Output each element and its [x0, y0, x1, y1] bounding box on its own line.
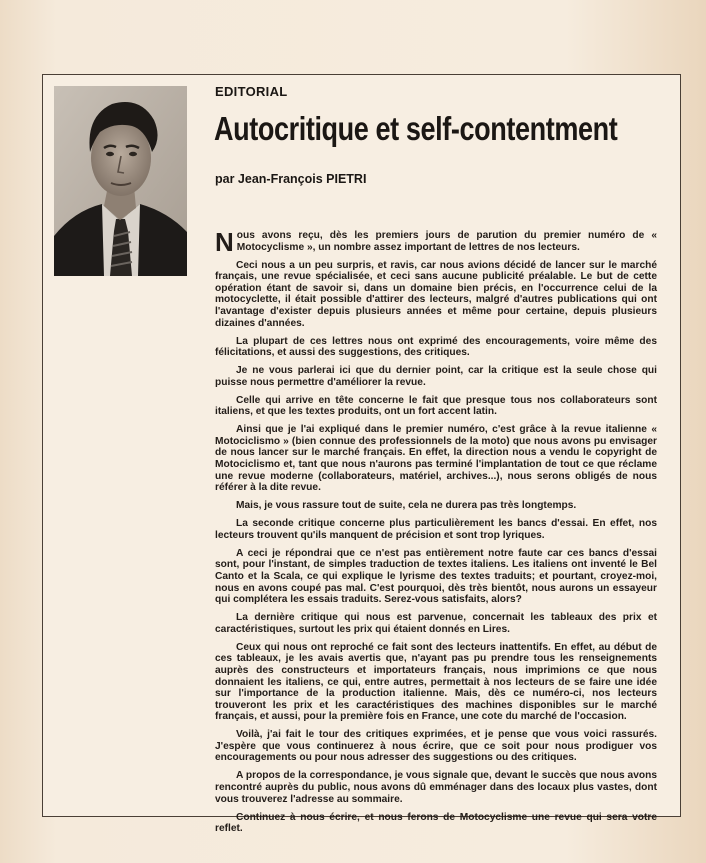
author-photo: [54, 86, 187, 276]
section-kicker: EDITORIAL: [215, 84, 288, 99]
article-title: Autocritique et self-contentment: [214, 110, 618, 147]
article-paragraph: Voilà, j'ai fait le tour des critiques exprimées, et je pense que vous voici rassurés. J'espère que vous continuerez à nous écrire, que ce soit pour nous prodiguer vos encouragements ou pour nous adresser des suggestions ou des critiques.: [215, 729, 657, 764]
article-paragraph: La dernière critique qui nous est parvenue, concernait les tableaux des prix et caractéristiques, surtout les prix qui étaient donnés en Lires.: [215, 612, 657, 635]
paragraph-text: ous avons reçu, dès les premiers jours de parution du premier numéro de « Motocyclisme », un nombre assez important de lettres de nos lecteurs.: [236, 230, 657, 253]
article-paragraph: Ceux qui nous ont reproché ce fait sont des lecteurs inattentifs. En effet, au début de ces tableaux, je les avais avertis que, n'ayant pas pu prendre tous les renseignements auprès des constructeurs et importateurs français, nous imprimions ce que nous donnaient les italiens, ce qui, entre autres, permettait à nos lecteurs de se faire une idée sur l'importance de la production italienne. Mais, dès ce numéro-ci, nos lecteurs trouveront les prix et les caractéristiques des machines disponibles sur le marché français, et aussi, pour la première fois en France, une cote du marché de l'occasion.: [215, 641, 657, 723]
article-paragraph: Je ne vous parlerai ici que du dernier point, car la critique est la seule chose qui puisse nous permettre d'améliorer la revue.: [215, 365, 657, 388]
article-paragraph: Ceci nous a un peu surpris, et ravis, car nous avions décidé de lancer sur le marché français, une revue spécialisée, et ceci sans aucune publicité préalable. Le but de cette opération étant de savoir si, dans un domaine bien précis, en l'occurrence celui de la motocyclette, il était possible d'attirer des lecteurs, malgré d'autres publications qui ont l'avantage d'exister depuis plusieurs années et même pour certaine, depuis plusieurs dizaines d'années.: [215, 259, 657, 329]
drop-cap: N: [215, 227, 234, 257]
article-paragraph: A ceci je répondrai que ce n'est pas entièrement notre faute car ces bancs d'essai sont, pour l'instant, de simples traduction de textes italiens. Les italiens ont inventé le Bel Canto et la Scala, ce qui explique le lyrisme des textes traduits; et pourtant, croyez-moi, nous en avons coupé pas mal. C'est pourquoi, dès très bientôt, nous aurons un essayeur qui complétera les essais traduits. Serez-vous satisfaits, alors?: [215, 547, 657, 606]
author-portrait-image: [54, 86, 187, 276]
article-paragraph: Continuez à nous écrire, et nous ferons de Motocyclisme une revue qui sera votre reflet.: [215, 811, 657, 835]
article-paragraph: Celle qui arrive en tête concerne le fait que presque tous nos collaborateurs sont italiens, et que les textes produits, ont un fort accent latin.: [215, 394, 657, 418]
article-paragraph-1: [215, 227, 657, 257]
article-body: [215, 227, 657, 841]
article-paragraph: Mais, je vous rassure tout de suite, cela ne durera pas très longtemps.: [236, 500, 577, 512]
article-paragraph: Ainsi que je l'ai expliqué dans le premier numéro, c'est grâce à la revue italienne « Motociclismo » (bien connue des professionnels de la moto) que nous avons pu envisager de nous lancer sur le marché français. En effet, la direction nous a vendu le copyright de Motociclismo et, tant que nous n'aurons pas terminé l'implantation de tout ce que réclame une revue moderne (collaborateurs, matériel, archives...), nous serons obligés de nous référer à la dite revue.: [215, 424, 657, 494]
article-paragraph: La plupart de ces lettres nous ont exprimé des encouragements, voire même des félicitations, et aussi des suggestions, des critiques.: [215, 335, 657, 359]
article-paragraph: La seconde critique concerne plus particulièrement les bancs d'essai. En effet, nos lecteurs trouvent qu'ils manquent de précision et sont trop lyriques.: [215, 518, 657, 541]
article-byline: par Jean-François PIETRI: [215, 172, 367, 186]
article-paragraph: A propos de la correspondance, je vous signale que, devant le succès que nous avons rencontré auprès du public, nous avons dû emménager dans des locaux plus vastes, dont vous trouverez l'adresse au sommaire.: [215, 770, 657, 805]
